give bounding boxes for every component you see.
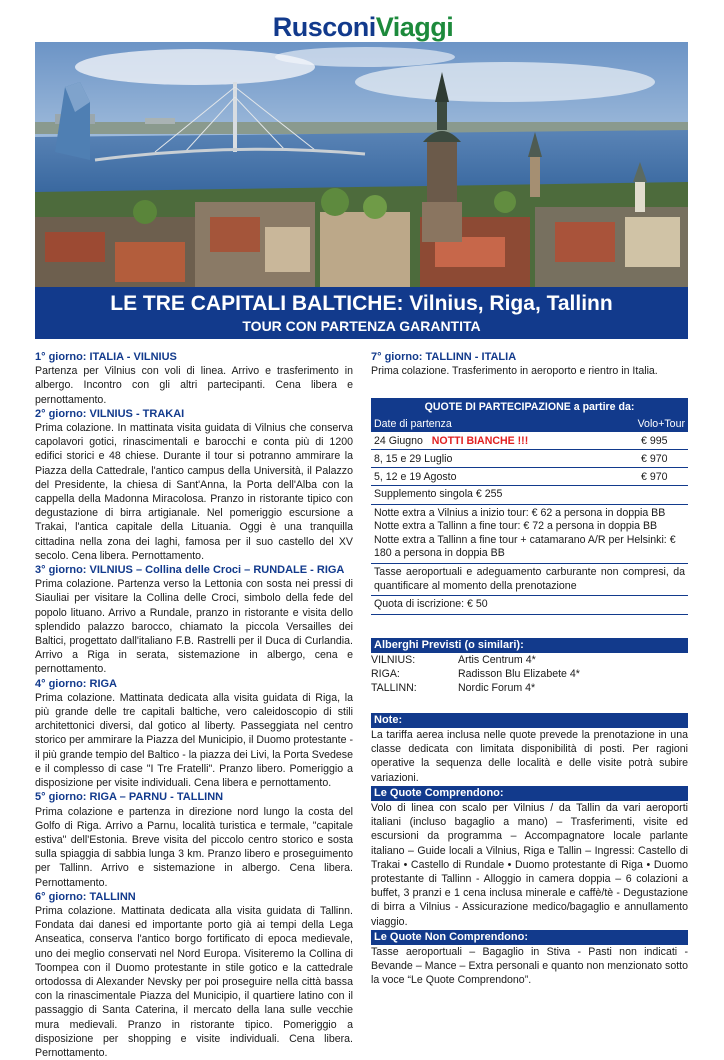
day-text: Prima colazione. Partenza verso la Lettonia con sosta nei pressi di Siauliai per visitare la Collina delle Croci, simbolo della fede del popolo lituano. Arrivo a Rundale, pranzo in ristorante e visita dello splendido palazzo barocco, chiamato la piccola Versailles dei Baltici, progettato dall'italiano F.B. Rastrelli per il Duca di Curlandia. Arrivo a Riga in serata, sistemazione in albergo, cena e pernottamento. xyxy=(35,578,353,676)
day-title: 3° giorno: VILNIUS – Collina delle Croci – RUNDALE - RIGA xyxy=(35,564,345,577)
included-section xyxy=(371,786,688,929)
extra-night-item: Notte extra a Vilnius a inizio tour: € 62 a persona in doppia BB xyxy=(374,506,666,519)
section-heading: Le Quote Comprendono: xyxy=(371,786,688,801)
hotel-city: RIGA: xyxy=(371,668,400,680)
departure-date-cell xyxy=(371,432,638,450)
table-row xyxy=(371,468,688,486)
price-cell: € 995 xyxy=(638,432,688,450)
day-4 xyxy=(35,677,353,791)
day-title: 4° giorno: RIGA xyxy=(35,677,118,690)
hotel-row xyxy=(371,667,688,681)
hotel-city: TALLINN: xyxy=(371,682,417,694)
day-title: 2° giorno: VILNIUS - TRAKAI xyxy=(35,407,185,420)
extra-nights xyxy=(371,505,688,564)
quote-box xyxy=(371,398,688,615)
note-section xyxy=(371,713,688,785)
page-title: LE TRE CAPITALI BALTICHE: Vilnius, Riga, Tallinn xyxy=(110,292,613,315)
logo-word-rusconi: Rusconi xyxy=(272,12,376,42)
excluded-text: Tasse aeroportuali – Bagaglio in Stiva - Pasti non indicati - Bevande – Mance – Extra personali e quanto non menzionato sotto la voce “Le Quote Comprendono”. xyxy=(371,946,688,987)
day-5 xyxy=(35,790,353,889)
table-row xyxy=(371,432,688,450)
extra-night-item: Notte extra a Tallinn a fine tour + catamarano A/R per Helsinki: € 180 a persona in doppia BB xyxy=(374,533,676,560)
day-2 xyxy=(35,407,353,563)
title-banner xyxy=(35,287,688,339)
hotel-name: Nordic Forum 4* xyxy=(458,682,536,694)
section-heading: Le Quote Non Comprendono: xyxy=(371,930,688,945)
logo-wordmark xyxy=(258,12,468,42)
hotel-name: Artis Centrum 4* xyxy=(458,654,536,666)
right-column-top xyxy=(371,350,688,378)
table-row xyxy=(371,450,688,468)
day-title: 6° giorno: TALLINN xyxy=(35,890,136,903)
hotel-row xyxy=(371,681,688,695)
quote-table xyxy=(371,432,688,486)
quote-header-row xyxy=(371,416,688,432)
departure-date: 8, 15 e 29 Luglio xyxy=(371,450,638,468)
section-heading: Note: xyxy=(371,713,688,728)
taxes-note: Tasse aeroportuali e adeguamento carburante non compresi, da quantificare al momento della prenotazione xyxy=(371,564,688,596)
day-text: Partenza per Vilnius con voli di linea. Arrivo e trasferimento in albergo. Incontro con gli altri partecipanti. Cena libera e pernottamento. xyxy=(35,365,353,406)
quote-title: QUOTE DI PARTECIPAZIONE a partire da: xyxy=(371,398,688,416)
day-text: Prima colazione. Mattinata dedicata alla visita guidata di Riga, la più grande delle tre capitali baltiche, vero caleidoscopio di stili architettonici diversi, dal gotico al liberty. Passeggiata nel centro storico per ammirare la Piazza del Municipio, il Duomo protestante - il più grande tempio del Baltico - la piazza dei Livi, la Porta Svedese e il complesso di case "I Tre Fratelli". Pranzo libero. Pomeriggio a disposizione per visite individuali. Cena libera e pernottamento. xyxy=(35,691,353,790)
hotel-city: VILNIUS: xyxy=(371,654,416,666)
registration-fee: Quota di iscrizione: € 50 xyxy=(371,596,688,615)
white-nights-tag: NOTTI BIANCHE !!! xyxy=(431,434,529,447)
excluded-section xyxy=(371,930,688,988)
day-title: 7° giorno: TALLINN - ITALIA xyxy=(371,351,517,363)
price-cell: € 970 xyxy=(638,468,688,486)
hotel-name: Radisson Blu Elizabete 4* xyxy=(458,668,580,680)
day-text: Prima colazione. Trasferimento in aeroporto e rientro in Italia. xyxy=(371,365,658,378)
day-3 xyxy=(35,563,353,677)
price-cell: € 970 xyxy=(638,450,688,468)
section-heading: Alberghi Previsti (o similari): xyxy=(371,638,688,653)
day-text: Prima colazione. In mattinata visita guidata di Vilnius che conserva capolavori gotici, rinascimentali e barocchi e conta più di 1200 edifici storici e 48 chiese. Durante il tour si potranno ammirare la Piazza della Cattedrale, l'antico campus della Università, il Palazzo del Presidente, la chiesa di Sant'Anna, la Porta dell'Alba con la cappella della Madonna Miracolosa. Pranzo in ristorante tipico con degustazione di birra artigianale. Nel pomeriggio escursione a Trakai, l'antica capitale della Lituania. Oggi è una tranquilla cittadina nella zona dei laghi, famosa per il suo castello del XV secolo. Cena libera. Pernottamento. xyxy=(35,422,353,562)
included-text: Volo di linea con scalo per Vilnius / da Tallin da vari aeroporti italiani (incluso bagaglio a mano) – Trasferimenti, visite ed escursioni da programma – Accompagnatore locale parlante italiano – Guide locali a Vilnius, Riga e Tallin – Ingressi: Castello di Trakai • Castello di Rundale • Duomo protestante di Riga • Duomo protestante di Tallinn - Alloggio in camera doppia – 6 colazioni a buffet, 3 pranzi e 1 cena inclusa minerale e caffè/tè - Degustazione di birra a Vilnius - Assicurazione medico/bagaglio e annullamento viaggio. xyxy=(371,802,688,928)
day-1 xyxy=(35,350,353,407)
single-supplement: Supplemento singola € 255 xyxy=(371,486,688,505)
column-header-date: Date di partenza xyxy=(374,418,452,430)
hotel-row xyxy=(371,653,688,667)
riga-skyline-photo xyxy=(35,42,688,287)
itinerary-column xyxy=(35,350,353,1060)
day-6 xyxy=(35,890,353,1060)
departure-date: 5, 12 e 19 Agosto xyxy=(371,468,638,486)
hotels-section xyxy=(371,638,688,695)
note-text: La tariffa aerea inclusa nelle quote prevede la prenotazione in una classe dedicata con limitata disponibilità di posti. Per ragioni operative la sequenza delle località e delle visite potrà subire variazioni. xyxy=(371,729,688,784)
departure-date: 24 Giugno xyxy=(374,434,423,447)
day-text: Prima colazione e partenza in direzione nord lungo la costa del Golfo di Riga. Arrivo a Parnu, località turistica e termale, "capitale estiva" dell'Estonia. Breve visita del piccolo centro storico e sosta sulla spiaggia di sabbia lunga 3 km. Pranzo libero e proseguimento per Tallinn. Arrivo e sistemazione in albergo. Cena libera. Pernottamento. xyxy=(35,805,353,889)
page-subtitle: TOUR CON PARTENZA GARANTITA xyxy=(242,318,481,334)
column-header-price: Volo+Tour xyxy=(637,418,685,430)
extra-night-item: Notte extra a Tallinn a fine tour: € 72 a persona in doppia BB xyxy=(374,520,658,533)
logo-word-viaggi: Viaggi xyxy=(375,12,454,42)
day-text: Prima colazione. Mattinata dedicata alla visita guidata di Tallinn. Fondata dai danesi ed importante porto già ai tempi della Lega Anseatica, conserva l'antico borgo fortificato di epoca medievale, uno dei meglio conservati nel Nord Europa. Visiteremo la Collina di Toompea con il Duomo protestante in stile gotico e la cattedrale ortodossa di Alexander Nevsky per poi proseguire nella città bassa con la rinascimentale Piazza del Municipio, il quartiere latino con il passaggio di Santa Caterina, il mercato della lana sulle vecchie mura medievali. Pranzo in ristorante tipico. Pomeriggio a disposizione per shopping e visite individuali. Cena libera. Pernottamento. xyxy=(35,904,353,1059)
day-title: 1° giorno: ITALIA - VILNIUS xyxy=(35,351,177,363)
day-title: 5° giorno: RIGA – PARNU - TALLINN xyxy=(35,791,224,804)
